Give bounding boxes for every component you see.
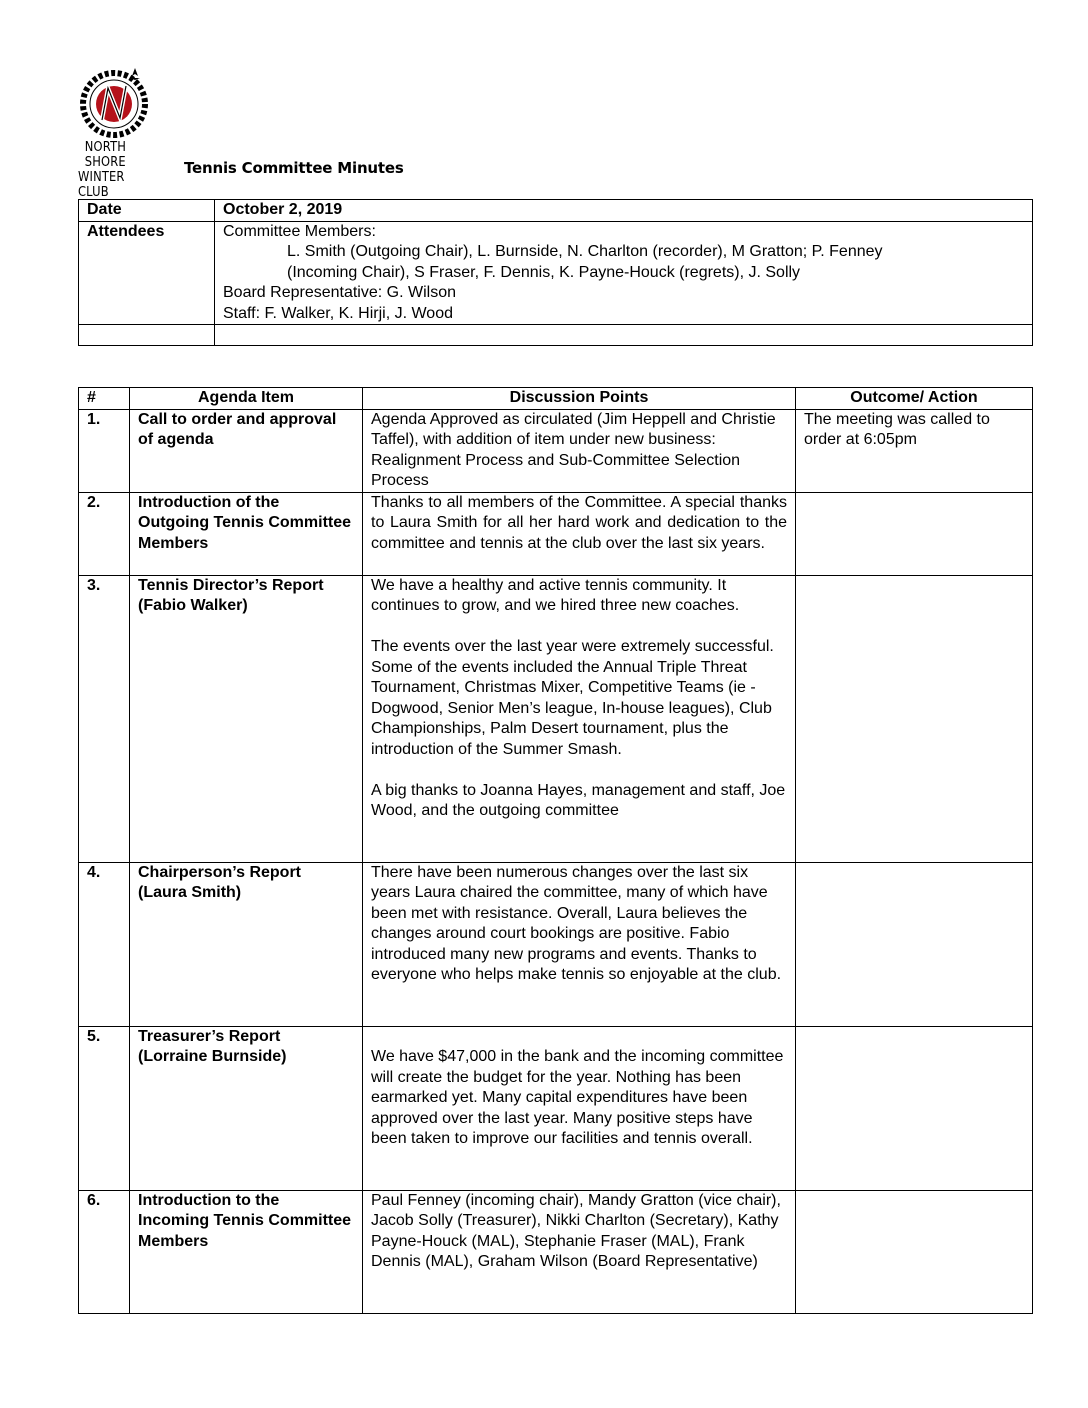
agenda-row <box>79 1190 1033 1313</box>
discussion-paragraph: Paul Fenney (incoming chair), Mandy Gratton (vice chair), Jacob Solly (Treasurer), Nikki Charlton (Secretary), Kathy Payne-Houck (MAL), Stephanie Fraser (MAL), Frank Dennis (MAL), Graham Wilson (Board Representative) <box>371 1191 781 1270</box>
committee-members-line-1: L. Smith (Outgoing Chair), L. Burnside, N. Charlton (recorder), M Gratton; P. Fenney <box>287 243 883 260</box>
outcome-action <box>796 1026 1033 1190</box>
row-number: 4. <box>79 862 130 1026</box>
discussion-paragraph: The events over the last year were extremely successful. Some of the events included the Annual Triple Threat Tournament, Christmas Mixer, Competitive Teams (ie - Dogwood, Senior Men’s league, In-house leagues), Club Championships, Palm Desert tournament, plus the introduction of the Summer Smash. <box>371 638 774 758</box>
agenda-item: Tennis Director’s Report (Fabio Walker) <box>130 575 363 862</box>
date-value: October 2, 2019 <box>215 200 1033 222</box>
header-agenda-item: Agenda Item <box>130 388 363 410</box>
outcome-action <box>796 862 1033 1026</box>
meeting-info-table <box>78 199 1033 346</box>
empty-cell <box>215 325 1033 346</box>
row-number: 3. <box>79 575 130 862</box>
discussion-points <box>363 1190 796 1313</box>
agenda-row <box>79 1026 1033 1190</box>
date-label: Date <box>79 200 215 222</box>
agenda-item: Introduction to the Incoming Tennis Committee Members <box>130 1190 363 1313</box>
document-title: Tennis Committee Minutes <box>184 159 404 177</box>
outcome-action <box>796 1190 1033 1313</box>
discussion-paragraph: There have been numerous changes over the last six years Laura chaired the committee, many of which have been met with resistance. Overall, Laura believes the changes around court bookings are positive. Fabio introduced many new programs and events. Thanks to everyone who helps make tennis so enjoyable at the club. <box>371 863 782 983</box>
agenda-table <box>78 387 1033 1314</box>
club-emblem-icon <box>80 66 150 138</box>
agenda-item: Chairperson’s Report (Laura Smith) <box>130 862 363 1026</box>
header-num: # <box>79 388 130 410</box>
discussion-points <box>363 862 796 1026</box>
discussion-points <box>363 492 796 575</box>
outcome-action <box>796 492 1033 575</box>
agenda-row <box>79 492 1033 575</box>
agenda-row <box>79 409 1033 492</box>
agenda-header-row <box>79 388 1033 410</box>
row-number: 6. <box>79 1190 130 1313</box>
committee-members-line-2: (Incoming Chair), S Fraser, F. Dennis, K. Payne-Houck (regrets), J. Solly <box>287 263 801 281</box>
row-number: 5. <box>79 1026 130 1190</box>
agenda-item: Introduction of the Outgoing Tennis Committee Members <box>130 492 363 575</box>
date-row <box>79 200 1033 222</box>
attendees-row <box>79 221 1033 325</box>
attendees-label: Attendees <box>79 221 215 325</box>
attendees-cell <box>215 221 1033 325</box>
row-number: 1. <box>79 409 130 492</box>
agenda-item: Treasurer’s Report (Lorraine Burnside) <box>130 1026 363 1190</box>
committee-heading: Committee Members: <box>223 222 376 240</box>
outcome-action: The meeting was called to order at 6:05pm <box>796 409 1033 492</box>
discussion-paragraph: Agenda Approved as circulated (Jim Heppell and Christie Taffel), with addition of item under new business: Realignment Process and Sub-Committee Selection Process <box>371 410 776 489</box>
row-number: 2. <box>79 492 130 575</box>
logo-line-1: NORTH SHORE <box>84 139 127 170</box>
discussion-points <box>363 1026 796 1190</box>
logo-line-2: WINTER CLUB <box>78 169 125 200</box>
club-logo <box>78 66 160 200</box>
staff-list: Staff: F. Walker, K. Hirji, J. Wood <box>223 304 453 322</box>
empty-cell <box>79 325 215 346</box>
outcome-action <box>796 575 1033 862</box>
agenda-item: Call to order and approval of agenda <box>130 409 363 492</box>
logo-wordmark <box>78 140 148 200</box>
empty-row <box>79 325 1033 346</box>
discussion-points <box>363 575 796 862</box>
header-discussion: Discussion Points <box>363 388 796 410</box>
board-representative: Board Representative: G. Wilson <box>223 284 456 301</box>
agenda-row <box>79 575 1033 862</box>
discussion-paragraph: We have $47,000 in the bank and the incoming committee will create the budget for the year. Nothing has been earmarked yet. Many capital expenditures have been approved over the last year. Many positive steps have been taken to improve our facilities and tennis overall. <box>371 1048 784 1147</box>
header-outcome: Outcome/ Action <box>796 388 1033 410</box>
agenda-row <box>79 862 1033 1026</box>
discussion-paragraph: A big thanks to Joanna Hayes, management and staff, Joe Wood, and the outgoing committee <box>371 781 786 819</box>
discussion-points <box>363 409 796 492</box>
discussion-paragraph: Thanks to all members of the Committee. A special thanks to Laura Smith for all her hard work and dedication to the committee and tennis at the club over the last six years. <box>371 493 787 552</box>
discussion-paragraph: We have a healthy and active tennis community. It continues to grow, and we hired three new coaches. <box>371 576 740 614</box>
